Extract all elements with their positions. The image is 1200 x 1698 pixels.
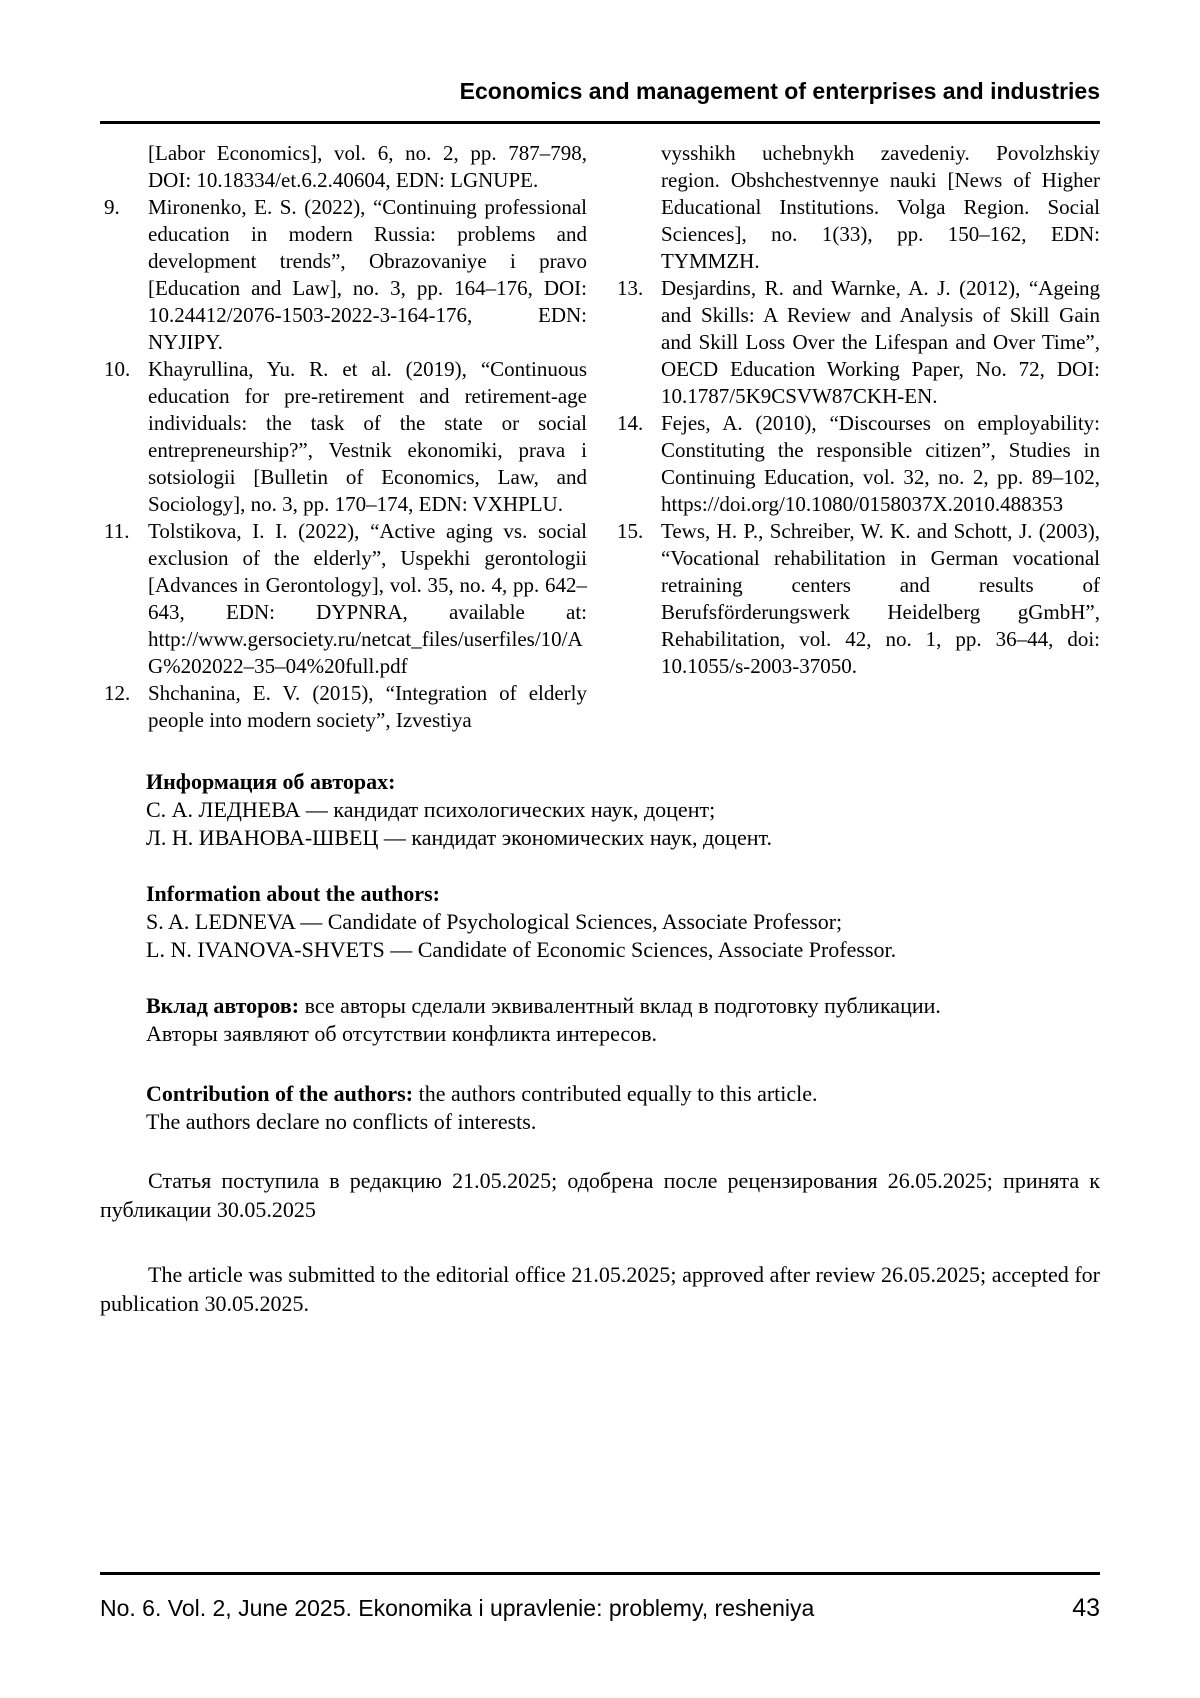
author-line-ru: Л. Н. ИВАНОВА-ШВЕЦ — кандидат экономических наук, доцент. [146,825,772,850]
reference-item [100,680,587,734]
reference-number: 15. [617,519,644,543]
contribution-ru-line2: Авторы заявляют об отсутствии конфликта интересов. [146,1021,658,1046]
reference-number: 12. [104,681,131,705]
reference-item [613,410,1100,518]
authors-info-en-heading: Information about the authors: [146,881,440,906]
contribution-en-section [146,1080,1100,1136]
dates-en-paragraph: The article was submitted to the editorial office 21.05.2025; approved after review 26.05.2025; accepted for publication 30.05.2025. [100,1262,1100,1316]
reference-text: Desjardins, R. and Warnke, A. J. (2012), “Ageing and Skills: A Review and Analysis of Skill Gain and Skill Loss Over the Lifespan and Over Time”, OECD Education Working Paper, No. 72, DOI: 10.1787/5K9CSVW87CKH-EN. [661,276,1100,408]
reference-item [100,194,587,356]
reference-text: Mironenko, E. S. (2022), “Continuing professional education in modern Russia: problems and development trends”, Obrazovaniye i pravo [Education and Law], no. 3, pp. 164–176, DOI: 10.24412/2076-1503-2022-3-164-176, EDN: NYJIPY. [148,195,587,354]
dates-ru-paragraph: Статья поступила в редакцию 21.05.2025; одобрена после рецензирования 26.05.2025; принята к публикации 30.05.2025 [100,1168,1100,1222]
running-head-title: Economics and management of enterprises and industries [459,78,1100,104]
contribution-ru-line1 [146,992,1100,1020]
page-content [100,78,1100,1318]
authors-info-en-section [146,880,1100,964]
reference-text: [Labor Economics], vol. 6, no. 2, pp. 787–798, DOI: 10.18334/et.6.2.40604, EDN: LGNUPE. [148,141,587,192]
reference-item [100,356,587,518]
reference-item [613,518,1100,680]
reference-text: Fejes, A. (2010), “Discourses on employability: Constituting the responsible citizen”, Studies in Continuing Education, vol. 32, no. 2, pp. 89–102, https://doi.org/10.1080/0158037X.2010.488353 [661,411,1100,516]
reference-text: Khayrullina, Yu. R. et al. (2019), “Continuous education for pre-retirement and retirement-age individuals: the task of the state or social entrepreneurship?”, Vestnik ekonomiki, prava i sotsiologii [Bulletin of Economics, Law, and Sociology], no. 3, pp. 170–174, EDN: VXHPLU. [148,357,587,516]
reference-number: 13. [617,276,644,300]
contribution-en-line1 [146,1080,1100,1108]
contribution-en-line2: The authors declare no conflicts of interests. [146,1109,537,1134]
author-line-en: L. N. IVANOVA-SHVETS — Candidate of Economic Sciences, Associate Professor. [146,937,897,962]
reference-number: 11. [104,519,130,543]
reference-continuation [100,140,587,194]
references-right-column [613,140,1100,736]
reference-text: Tolstikova, I. I. (2022), “Active aging vs. social exclusion of the elderly”, Uspekhi gerontologii [Advances in Gerontology], vol. 35, no. 4, pp. 642–643, EDN: DYPNRA, available at: http://www.gersociety.ru/netcat_files/userfiles/10/AG%202022–35–04%20full.pdf [148,519,587,678]
reference-text: Shchanina, E. V. (2015), “Integration of elderly people into modern society”, Izvestiya [148,681,587,732]
references-section [100,140,1100,736]
authors-info-ru-heading: Информация об авторах: [146,769,396,794]
reference-text: Tews, H. P., Schreiber, W. K. and Schott, J. (2003), “Vocational rehabilitation in German vocational retraining centers and results of Berufsförderungswerk Heidelberg gGmbH”, Rehabilitation, vol. 42, no. 1, pp. 36–44, doi: 10.1055/s-2003-37050. [661,519,1100,678]
author-line-en: S. A. LEDNEVA — Candidate of Psychological Sciences, Associate Professor; [146,909,843,934]
reference-item [100,518,587,680]
reference-number: 14. [617,411,644,435]
footer-page-number: 43 [1072,1594,1100,1622]
contribution-en-label: Contribution of the authors: [146,1081,414,1106]
reference-continuation [613,140,1100,275]
authors-info-ru-section [146,768,1100,852]
running-head [100,78,1100,124]
page-footer [100,1572,1100,1621]
reference-number: 10. [104,357,131,381]
contribution-ru-section [146,992,1100,1048]
contribution-en-text: the authors contributed equally to this article. [413,1081,818,1106]
references-left-column [100,140,587,736]
contribution-ru-label: Вклад авторов: [146,993,300,1018]
contribution-ru-text: все авторы сделали эквивалентный вклад в подготовку публикации. [299,993,941,1018]
reference-text: vysshikh uchebnykh zavedeniy. Povolzhskiy region. Obshchestvennye nauki [News of Higher Educational Institutions. Volga Region. Social Sciences], no. 1(33), pp. 150–162, EDN: TYMMZH. [661,141,1100,273]
reference-item [613,275,1100,410]
footer-journal-line: No. 6. Vol. 2, June 2025. Ekonomika i upravlenie: problemy, resheniya [100,1595,815,1621]
author-line-ru: С. А. ЛЕДНЕВА — кандидат психологических наук, доцент; [146,797,716,822]
reference-number: 9. [104,195,120,219]
